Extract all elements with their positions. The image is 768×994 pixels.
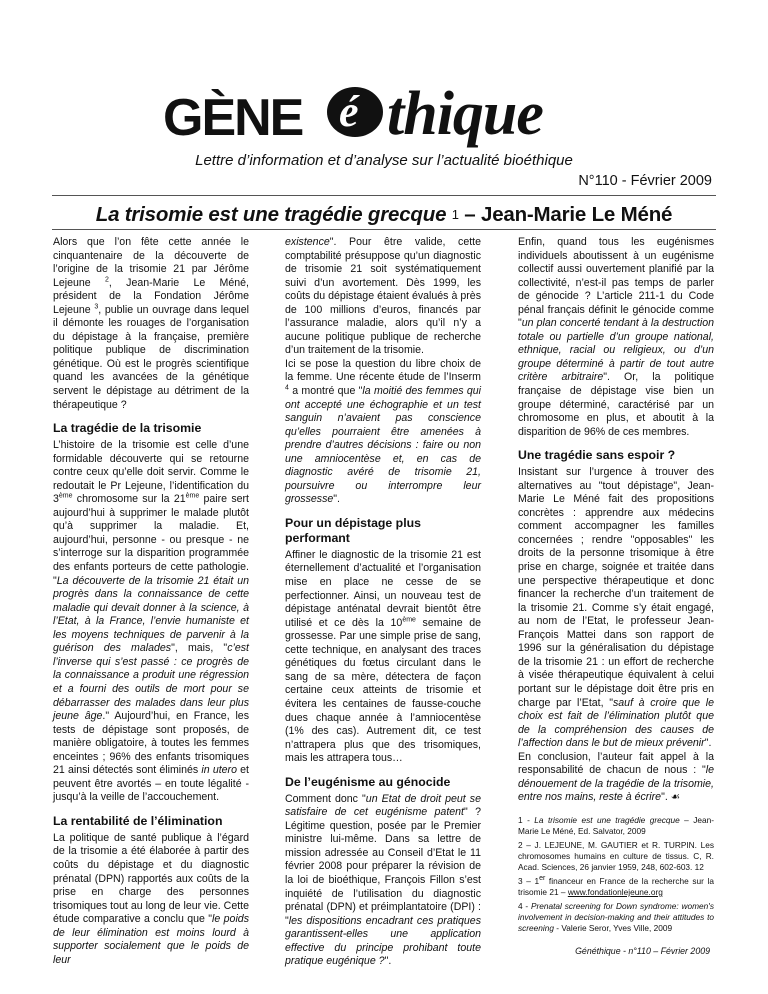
column-3	[518, 236, 714, 937]
headline	[0, 203, 768, 227]
paragraph-rentabilite: La politique de santé publique à l’égard de la trisomie a été élaborée à partir des coûts du dépistage et du diagnostic prénatal (DPN) rapportés aux coûts de la prise en charge des personnes trisomiques tout au long de leur vie. Cette étude comparative a conclu que "le poids de leur élimination est moins lourd à supporter socialement que le poids de leur	[53, 831, 249, 966]
logo-e-letter: é	[339, 87, 359, 136]
issue-number: N°110 - Février 2009	[578, 173, 712, 189]
page-footer: Généthique - n°110 – Février 2009	[575, 946, 710, 956]
section-heading-tragedie: La tragédie de la trisomie	[53, 421, 202, 436]
headline-title: La trisomie est une tragédie grecque	[95, 203, 447, 226]
paragraph-depistage: Affiner le diagnostic de la trisomie 21 est éternellement d’actualité et l’organisation mise en place ne cesse de se perfectionner. Ainsi, un nouveau test de dépistage anténatal devrait bientôt être utilisé et ce dès la 10ème semaine de grossesse. Par une simple prise de sang, cette technique, en analysant des traces génétiques du fœtus circulant dans le sang de sa mère, détectera de façon certaine ceux atteints de trisomie et évitera les centaines de fausse-couche dues chaque année à l’amniocentèse (1% des cas). Autrement dit, ce test n’attrapera plus que des trisomiques, mais les attrapera tous…	[285, 548, 481, 765]
column-2	[285, 236, 481, 969]
paragraph-eugenisme: Comment donc "un Etat de droit peut se satisfaire de cet eugénisme patent" ? Légitime question, posée par le Premier ministre lui-même. Dans sa lettre de mission adressée au Conseil d’Etat le 11 février 2008 pour préparer la révision de la loi de bioéthique, François Fillon s’est inquiété de l’utilisation du diagnostic prénatal (DPN) et préimplantatoire (DPI) : "les dispositions encadrant ces pratiques garantissent-elles une application effective du principe prohibant toute pratique eugénique ?".	[285, 792, 481, 968]
paragraph-tragedie: L’histoire de la trisomie est celle d’une formidable découverte qui se retourne contre ceux qu’elle doit servir. Comme le redoutait le Pr Lejeune, l’identification du 3ème chromosome sur la 21ème paire sert aujourd’hui à supprimer le malade plutôt qu’à supprimer la maladie. Et, aujourd’hui, personne - ou presque - ne s’interroge sur la disparition programmée des enfants porteurs de cette pathologie. "La découverte de la trisomie 21 était un progrès dans la connaissance de cette maladie qui devait donner à la science, à l’Etat, à la France, l’envie humaniste et les moyens techniques de parvenir à la guérison des malades", mais, "c’est l’inverse qui s’est passé : ce progrès de la connaissance a produit une régression et a fourni des outils de mort pour se débarrasser des malades dans leur plus jeune âge." Aujourd’hui, en France, les tests de dépistage sont proposés, de manière obligatoire, à toutes les femmes enceintes ; 96% des enfants trisomiques 21 ainsi détectés sont éliminés in utero et peuvent être avortés – en toute légalité - jusqu’à la veille de l’accouchement.	[53, 439, 249, 804]
paragraph-existence: existence". Pour être valide, cette comptabilité présuppose qu’un diagnostic de trisomie 21 soit systématiquement suivi d’un avortement. Dès 1999, les coûts du dépistage étaient évalués à près de 100 millions d’euros, financés par l’assurance maladie, alors qu’il n’y a aucune politique publique de recherche d’un traitement de la trisomie.	[285, 236, 481, 357]
fondation-link[interactable]: www.fondationlejeune.org	[567, 886, 663, 897]
paragraph-libre-choix: Ici se pose la question du libre choix de la femme. Une récente étude de l’Inserm $^4$ a montré que "la moitié des femmes qui ont accepté une échographie et un test sanguin n’avaient pas conscience qu’elles pourraient être amenées à prendre d’autres décisions : faire ou non une amniocentèse et, en cas de diagnostic avéré de trisomie 21, poursuivre ou interrompre leur grossesse".	[285, 357, 481, 506]
divider-headline	[52, 229, 716, 230]
divider-top	[52, 195, 716, 196]
paragraph-genocide: Enfin, quand tous les eugénismes individuels aboutissent à un eugénisme collectif aussi ouvertement planifié par la collectivité, n’est-il pas temps de parler de génocide ? L’article 211-1 du Code pénal français définit le génocide comme "un plan concerté tendant à la destruction totale ou partielle d’un groupe national, ethnique, racial ou religieux, ou d’un groupe déterminé à partir de tout autre critère arbitraire". Or, la politique française de dépistage vise bien un groupe déterminé, caractérisé par un chromosome en plus, et aboutit à la disparition de 96% de ces membres.	[518, 236, 714, 438]
headline-footnote-ref: 1	[451, 207, 459, 222]
footnote-1: 1 - La trisomie est une tragédie grecque – Jean-Marie Le Méné, Ed. Salvator, 2009	[518, 814, 714, 836]
footnote-4: 4 - Prenatal screening for Down syndrome: women's involvement in decision-making and their attitudes to screening - Valerie Seror, Yves Ville, 2009	[518, 900, 714, 933]
intro-paragraph: Alors que l’on fête cette année le cinquantenaire de la découverte de l’origine de la trisomie 21 par Jérôme Lejeune $^2$, Jean-Marie Le Méné, président de la Fondation Jérôme Lejeune $^3$, publie un ouvrage dans lequel il démonte les rouages de l’organisation du dépistage à la française, première politique publique de discrimination génétique. Où est le progrès scientifique quand les avancées de la génétique servent le dépistage au détriment de la thérapeutique ?	[53, 236, 250, 411]
section-heading-eugenisme: De l’eugénisme au génocide	[285, 774, 451, 789]
section-heading-depistage: Pour un dépistage plus performant	[285, 515, 421, 545]
genethique-logo	[0, 72, 768, 164]
logo-right-text: thique	[387, 80, 543, 148]
end-mark-icon: ☙	[670, 791, 681, 804]
headline-author: – Jean-Marie Le Méné	[458, 203, 673, 226]
footnotes	[518, 815, 714, 934]
tagline: Lettre d’information et d’analyse sur l’actualité bioéthique	[195, 152, 573, 169]
paragraph-conclusion: En conclusion, l’auteur fait appel à la responsabilité de chacun de nous : "le dénouement de la tragédie de la trisomie, entre nos mains, reste à écrire". ☙	[518, 750, 714, 804]
footnote-3: 3 – 1er financeur en France de la recherche sur la trisomie 21 – www.fondationlejeune.org	[518, 875, 714, 897]
footnote-2: 2 – J. LEJEUNE, M. GAUTIER et R. TURPIN. Les chromosomes humains en culture de tissus. C, R. Acad. Sciences, 26 janvier 1959, 248, 602-603. 12	[518, 839, 714, 872]
logo-left-text: GÈNE	[163, 89, 303, 147]
section-heading-rentabilite: La rentabilité de l’élimination	[53, 813, 223, 828]
section-heading-espoir: Une tragédie sans espoir ?	[518, 448, 676, 463]
paragraph-espoir: Insistant sur l’urgence à trouver des alternatives au "tout dépistage", Jean-Marie Le Méné fait des propositions concrètes : apprendre aux médecins comment accompagner les familles concernées ; rendre "opposables" les droits de la personne trisomique à être prise en charge, soignée et traitée dans une perspective thérapeutique et donc financer la recherche d’un traitement de la trisomie 21. Comme s’y était engagé, au nom de l’Etat, le professeur Jean-François Mattei dans son rapport de 1996 sur la généralisation du dépistage de la trisomie 21 : un effort de recherche à visée thérapeutique équivalent à celui portant sur le dépistage doit être pris en charge par l’Etat, "sauf à croire que le choix est fait de l’élimination plutôt que de la compréhension des causes de l’affection dans le but de mieux prévenir".	[518, 466, 714, 750]
column-1	[53, 236, 249, 967]
